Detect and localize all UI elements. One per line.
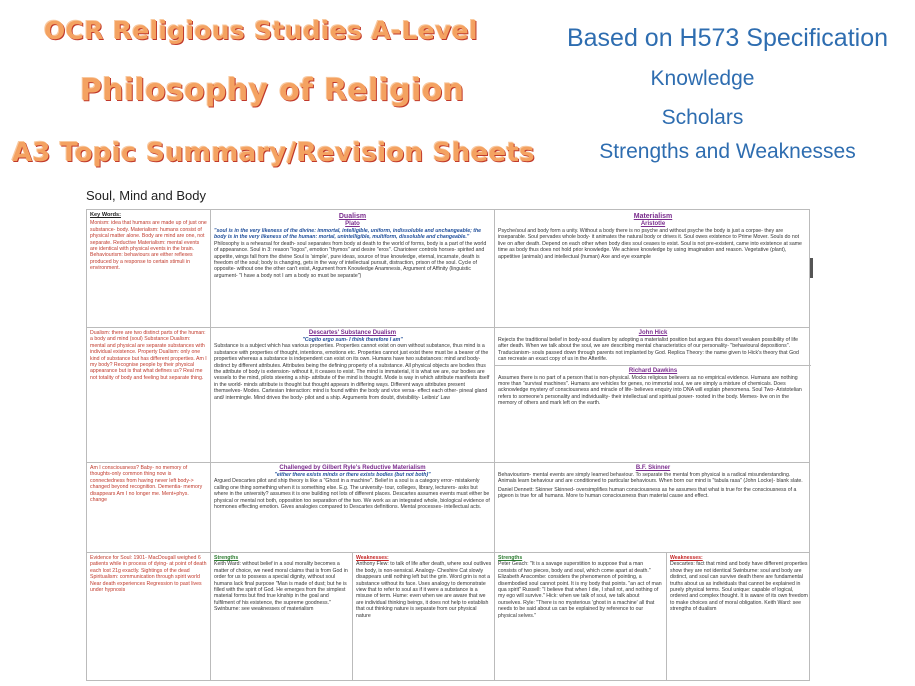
table-row: [87, 553, 809, 680]
keywords-cell: [87, 553, 211, 680]
dualism-heading: Dualism: [338, 213, 367, 220]
dawkins-heading: Richard Dawkins: [628, 367, 678, 374]
table-row: [87, 210, 809, 328]
ryle-quote: "either there exists minds or there exists bodies (but not both)": [274, 472, 431, 478]
revision-sheet-title: Soul, Mind and Body: [86, 188, 206, 203]
descartes-text: Substance is a subject which has various properties. Properties cannot exist on own without substance, thus mind is a substance with properties of thought, intentions, emotions etc. Properties cannot just exist there must be a bearer of the properties whereas a substance is independent can exist on its own. Humans have two substances: mind and body- distinct by different attributes. Attributes being the defining property of a substance. All physical objects are bodies thus the attribute of body is extension- without it, it ceases to exist. The mind is immaterial, it is what we are, our bodies are vessels to the mind, pilots steering a ship- attribute of the mind is thought. Mode is way in which attribute manifests itself in the world- minds attribute is thought but thought appears in differing ways. Different ways attributes present themselves- Modes. Cartesian Interaction: mind is found within the body and vice versa- effect each other- pineal gland and/ intermingle. Mind drives the body- pilot and a ship. Arguments from doubt, divisibility- Leibniz' Law: [214, 343, 490, 401]
keywords-cell: [87, 328, 211, 462]
feature-strengths-weaknesses: Strengths and Weaknesses: [599, 140, 856, 163]
materialism-cell: [495, 210, 811, 327]
descartes-cell: [211, 328, 495, 462]
plato-quote: "soul is in the very likeness of the divine: immortal, intelligible, uniform, indissoluble and unchangeable; the body is in the very likeness of the human: mortal, unintelligible, multiform, dissoluble and changeable.": [214, 228, 482, 241]
strengths-label: Strengths: [214, 555, 239, 561]
materialism-heading: Materialism: [633, 213, 673, 220]
ryle-text: Argued Descartes pilot and ship theory is like a "Ghost in a machine". Belief in a soul is a category error- mistakenly calling one thing something when it is something else. E.g. The university- tour, colleges, library, lecturers- asks but where in the university? assumes it is one building not lots of different places. Descartes assumes events must either be physical or mental not both, opposition too separation of the two. We work as an integrated whole, biological evidence of hormones effecting emotion. Gives analogies compared to Descartes definitions. Mental processes- intellectual acts.: [214, 478, 490, 511]
ryle-heading: Challenged by Gilbert Ryle's Reductive Materialism: [279, 465, 426, 471]
hick-heading: John Hick: [638, 330, 668, 336]
skinner-cell: [495, 463, 811, 552]
feature-knowledge: Knowledge: [650, 67, 755, 90]
hick-text: Rejects the traditional belief in body-soul dualism by adopting a materialist position but argues this doesn't weaken possibility of life after death. When we talk about the soul, we are describing mental characteristics of our personality- "behavioural depositions". Traducianism- souls passed down through parents not implanted by God. Replica Theory: the name given to Hick's theory that God can recreate an exact copy of us in the Afterlife.: [498, 337, 799, 363]
dualism-strengths-text: Keith Ward: without belief in a soul morality becomes a matter of choice, we need moral claims that is from God in order for us to possess a special dignity, without soul humans lack final purpose "Man is made of dust; but he is filled with the spirit of God. He emerges from the simplest material forms but find true kinship in the goal and fulfilment of his existence, the supreme goodness." Swinburne: see weaknesses of materialism: [214, 561, 348, 613]
strengths-label: Strengths: [498, 555, 523, 561]
sheet-type-title: A3 Topic Summary/Revision Sheets: [12, 138, 535, 168]
keywords-cell: [87, 463, 211, 552]
scrollbar-thumb[interactable]: [810, 258, 813, 278]
skinner-text: Behaviourism- mental events are simply learned behaviour. To separate the mental from physical is a radical misunderstanding. Animals learn behaviour and are conditioned to particular behaviours. When born our mind is "tabula rasa" (John Locke)- blank slate.: [498, 472, 803, 485]
evidence-text: Evidence for Soul: 1901- MacDougall weighed 6 patients while in process of dying- at point of death each lost 21g exactly. Sightings of the dead Spiritualism: communication through spirit world Near death experiences Regression to past lives under hypnosis: [90, 555, 207, 594]
feature-scholars: Scholars: [661, 106, 744, 129]
materialism-evaluation-cell: [495, 553, 811, 680]
dawkins-text: Assumes there is no part of a person that is non-physical. Mocks religious believers as no empirical evidence. Humans are nothing more than "survival machines". Humans are vehicles for genes, no immortal soul, we are simply a mixture of chemicals. Does acknowledge mystery of consciousness and miracle of life- believes enquiry into DNA will explain phenomena. Soul Two- Aristotelian refers to someone's personality and individuality- their intellectual and spiritual power- rooted in the body. Memes- live on in the memory of others and mark left on the earth.: [498, 374, 802, 407]
dennett-text: Daniel Dennett: Skinner Skinned- oversimplifies human consciousness as he assumes that what is true for the consciousness of a pigeon is true for all humans. More to human consciousness than material cause and effect.: [498, 486, 797, 500]
divider: [495, 365, 811, 366]
dualism-weaknesses: [353, 553, 495, 680]
dualism-evaluation-cell: [211, 553, 495, 680]
keywords-text: Monism: idea that humans are made up of just one substance- body. Materialism: humans consist of physical matter alone. Body are mind are one, not separate. Reductive Materialism: mental events are identical with physical events in the brain. Behaviourism: behaviours are either reflexes produced by a response to certain stimuli in environment.: [90, 220, 207, 272]
weaknesses-label: Weaknesses:: [670, 555, 703, 561]
dualism-strengths: [211, 553, 353, 680]
descartes-quote: "Cogito ergo sum- I think therefore I am": [302, 337, 403, 343]
revision-sheet: [86, 209, 810, 681]
dualism-cell: [211, 210, 495, 327]
dualism-weaknesses-text: Anthony Flew: to talk of life after death, where soul outlives the body, is non-sensical. Analogy- Cheshire Cat slowly disappears until nothing left but the grin. Word grin is not a substance without its face. Uses analogy to demonstrate view that to refer to soul as if it were a substance is a misuse of term. Hume: even when we are aware that we are individual thinking beings, it does not help to establish that out thinking nature is separate from our physical nature: [356, 561, 492, 619]
table-row: [87, 328, 809, 463]
materialism-strengths-text: Peter Geach: "It is a savage superstition to suppose that a man consists of two pieces, body and soul, which come apart at death." Elizabeth Anscombe: considers the phenomenon of pointing, a disembodied soul cannot point. It is my body that points. "an act of man qua spirit" Russell: "I believe that when I die, I shall rot, and nothing of my ego will survive." Hick: when we talk of soul, we talk about ourselves. Ryle: "There is no mysterious 'ghost in a machine' all that needs to be said about us can be explained by reference to our physical selves.": [498, 561, 662, 619]
aristotle-heading: Aristotle: [640, 221, 666, 227]
aristotle-text: Psyche/soul and body form a unity. Without a body there is no psyche and without psyche the body is just a corpse- they are inseparable. Soul pervades whole body- it animates the natural body or drives it. Soul owes existence to Prime Mover. Souls do not live on after death. Depend on each other when body dies soul ceases to exist. Soul is not pre-existent, came into existence at same time as body thus does not hold prior knowledge. We achieve knowledge by using imagination and reason. Vegetative (plant), appetitive (animals) and intellectual (human) Axe and eye example: [498, 228, 802, 260]
table-row: [87, 463, 809, 553]
materialism-strengths: [495, 553, 667, 680]
spec-label: Based on H573 Specification: [566, 24, 889, 52]
keywords-cell: [87, 210, 211, 327]
course-title: OCR Religious Studies A-Level: [44, 16, 478, 45]
descartes-heading: Descartes' Substance Dualism: [308, 330, 397, 336]
ryle-cell: [211, 463, 495, 552]
weaknesses-label: Weaknesses:: [356, 555, 389, 561]
unit-title: Philosophy of Religion: [80, 73, 465, 108]
plato-heading: Plato: [345, 221, 360, 227]
hick-dawkins-cell: [495, 328, 811, 462]
materialism-weaknesses-text: Descartes: fact that mind and body have different properties show they are not identical Swinburne: soul and body are distinct, and soul can survive death there are fundamental truths about us as individuals that cannot be explained in purely physical terms. Soul unique: capable of logical, ordered and complex thought. It is aware of its own freedom to make choices and of moral obligation. Keith Ward: see strengths of dualism: [670, 561, 808, 613]
keywords-heading: Key Words:: [90, 212, 121, 218]
materialism-weaknesses: [667, 553, 811, 680]
keywords-text: Am I consciousness? Baby- no memory of thoughts-only common thing now is connectedness from having never left body-> changed beyond recognition. Dementia- memory disappears Am I no longer me. Ment+phys. change: [90, 465, 203, 504]
keywords-text: Dualism: there are two distinct parts of the human: a body and mind (soul) Substance Dualism: mental and physical are separate substances with individual existence. Property Dualism: only one kind of substance but has different properties. Am I my body? Recognise people by their physical appearance but is that what defines us? Real me not totality of body and feeling but separate thing.: [90, 330, 207, 381]
skinner-heading: B.F. Skinner: [635, 465, 671, 471]
plato-text: Philosophy is a rehearsal for death- soul separates from body at death to the world of forms, body is a part of the world of appearance. Soul in 3: reason "logos", emotion "thymos" and desire "eros". Charioteer controls horses- spirited and appetite, wings fall from the divine Soul is 'simple', pure ideas, source of true knowledge, eternal, incarnate, death is freedom of the soul; body is changing, gets in the way of intellectual pursuit, distraction, prison of the soul. Cycle of opposite- without one the other can't exist, Argument from Knowledge Anamnesis, Argument of Affinity (linguistic argument- "I have a body not I am a body so must be separate"): [214, 240, 487, 279]
